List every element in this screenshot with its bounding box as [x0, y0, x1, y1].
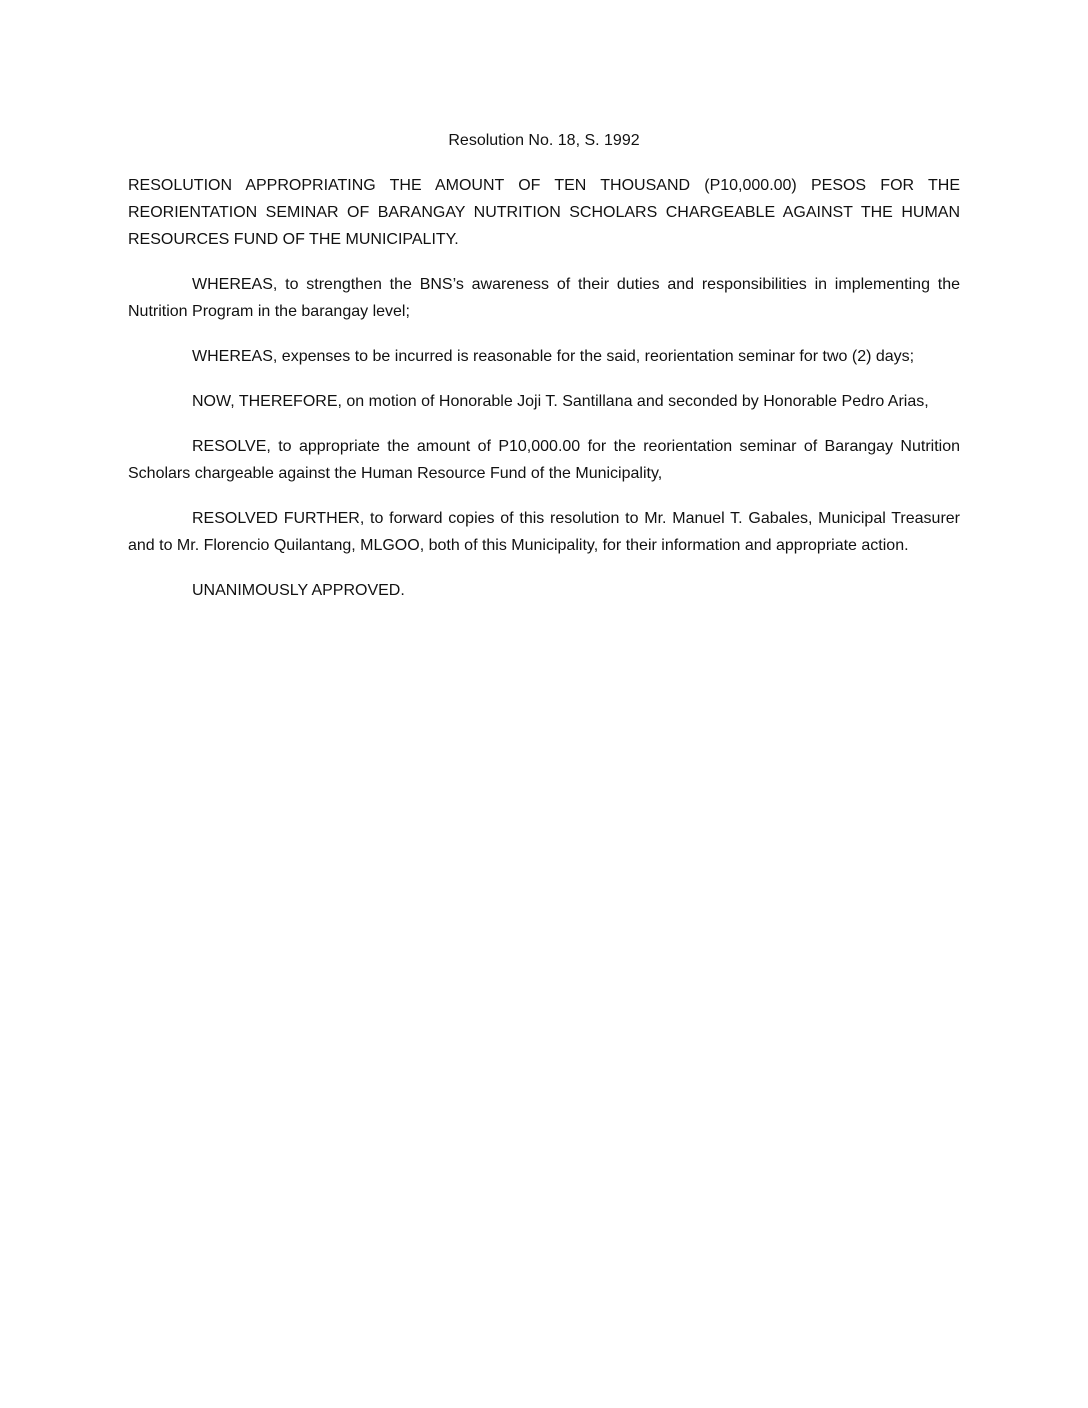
document-page: [128, 127, 960, 622]
resolution-heading: RESOLUTION APPROPRIATING THE AMOUNT OF TEN THOUSAND (P10,000.00) PESOS FOR THE REORIENTATION SEMINAR OF BARANGAY NUTRITION SCHOLARS CHARGEABLE AGAINST THE HUMAN RESOURCES FUND OF THE MUNICIPALITY.: [128, 177, 960, 248]
approval-statement: UNANIMOUSLY APPROVED.: [192, 582, 405, 599]
resolved-further-clause: RESOLVED FURTHER, to forward copies of this resolution to Mr. Manuel T. Gabales, Municipal Treasurer and to Mr. Florencio Quilantang, MLGOO, both of this Municipality, for their information and appropriate action.: [128, 510, 960, 554]
now-therefore-clause: NOW, THEREFORE, on motion of Honorable Joji T. Santillana and seconded by Honorable Pedro Arias,: [192, 393, 929, 410]
whereas-clause-2: WHEREAS, expenses to be incurred is reasonable for the said, reorientation seminar for two (2) days;: [192, 348, 915, 365]
whereas-clause-1: WHEREAS, to strengthen the BNS’s awareness of their duties and responsibilities in implementing the Nutrition Program in the barangay level;: [128, 276, 960, 320]
resolve-clause: RESOLVE, to appropriate the amount of P10,000.00 for the reorientation seminar of Barangay Nutrition Scholars chargeable against the Human Resource Fund of the Municipality,: [128, 438, 960, 482]
resolution-title: Resolution No. 18, S. 1992: [448, 132, 640, 149]
